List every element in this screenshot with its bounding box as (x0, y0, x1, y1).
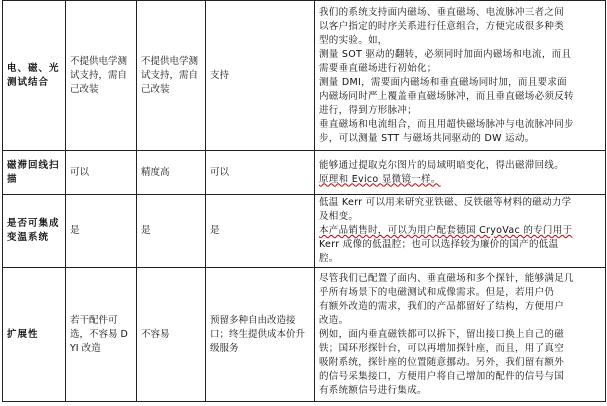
our-product-cell: 预留多种自由改造接口；终生提供成本价升级服务 (206, 268, 315, 402)
description-line: 的信号采集接口，方便用户将自己增加的配件的信号与国 (319, 370, 565, 382)
table-row (3, 151, 606, 195)
description-line: 进行，得到方形脉冲； (319, 104, 418, 116)
feature-cell: 磁滞回线扫描 (3, 151, 66, 195)
description-line: 有额外改造的需求，我们的产品都留好了结构，方便用户 (319, 300, 565, 312)
description-line: 能够通过提取克尔图片的局域明暗变化，得出磁滞回线。 (319, 159, 565, 171)
our-product-cell: 是 (206, 195, 315, 268)
description-line: 本产品销售时，可以为用户配套德国 CryoVac 的专门用于 (319, 225, 573, 236)
comparison-table (2, 0, 606, 402)
option-a-cell: 是 (66, 195, 137, 268)
description-line: 步，可以测量 STT 与磁场共同驱动的 DW 运动。 (319, 132, 535, 144)
description-line: 及相变。 (319, 211, 359, 222)
description-line: 乎所有场景下的电磁测试和成像需求。但是，若用户仍 (319, 286, 555, 298)
description-line: 例如，面内垂直磁铁都可以拆下，留出接口换上自己的磁 (319, 328, 565, 340)
option-a-cell: 不提供电学测试支持，需自己改装 (66, 1, 137, 151)
description-line: 尽管我们已配置了面内、垂直磁场和多个探针，能够满足几 (319, 272, 574, 284)
table-row (3, 195, 606, 268)
description-line: 垂直磁场和电流组合，而且用超快磁场脉冲与电流脉冲同步 (319, 118, 574, 130)
option-b-cell: 是 (137, 195, 206, 268)
description-cell (315, 195, 606, 268)
description-line: 吸附系统，探针座的位置随意挪动。另外，我们留有额外 (319, 356, 565, 368)
option-b-cell: 精度高 (137, 151, 206, 195)
description-line: Kerr 成像的低温腔；也可以选择较为廉价的国产的低温 (319, 239, 559, 250)
description-line: 原理和 Evico 显微镜一样。 (319, 173, 441, 185)
our-product-cell: 可以 (206, 151, 315, 195)
description-line: 型的实验。如， (319, 34, 388, 46)
option-a-cell: 可以 (66, 151, 137, 195)
description-line: 以客户指定的时序关系进行任意组合，方便完成很多种类 (319, 20, 565, 32)
feature-cell: 是否可集成变温系统 (3, 195, 66, 268)
description-line: 腔。 (319, 253, 339, 264)
description-line: 我们的系统支持面内磁场、垂直磁场、电流脉冲三者之间 (319, 6, 565, 18)
table-row (3, 1, 606, 151)
description-line: 有系统额信号进行集成。 (319, 384, 427, 396)
option-a-cell: 若干配件可选，不容易 DYI 改造 (66, 268, 137, 402)
description-line: 改造。 (319, 314, 349, 326)
description-line: 测量 SOT 驱动的翻转，必须同时加面内磁场和电流，而且 (319, 48, 572, 60)
description-line: 铁；国环形探针台，可以再增加探针座，而且，用了真空 (319, 342, 565, 354)
option-b-cell: 不容易 (137, 268, 206, 402)
feature-cell: 扩展性 (3, 268, 66, 402)
description-line: 低温 Kerr 可以用来研究亚铁磁、反铁磁等材料的磁动力学 (319, 197, 572, 208)
description-line: 需要垂直磁场进行初始化； (319, 62, 437, 74)
option-b-cell: 不提供电学测试支持，需自己改装 (137, 1, 206, 151)
description-cell (315, 151, 606, 195)
description-line: 测量 DMI，需要面内磁场和垂直磁场同时加，而且要求面 (319, 76, 567, 88)
feature-cell: 电、磁、光测试结合 (3, 1, 66, 151)
our-product-cell: 支持 (206, 1, 315, 151)
description-cell (315, 1, 606, 151)
table-row (3, 268, 606, 402)
description-cell (315, 268, 606, 402)
description-line: 内磁场同时严上覆盖垂直磁场脉冲，而且垂直磁场必须反转 (319, 90, 574, 102)
